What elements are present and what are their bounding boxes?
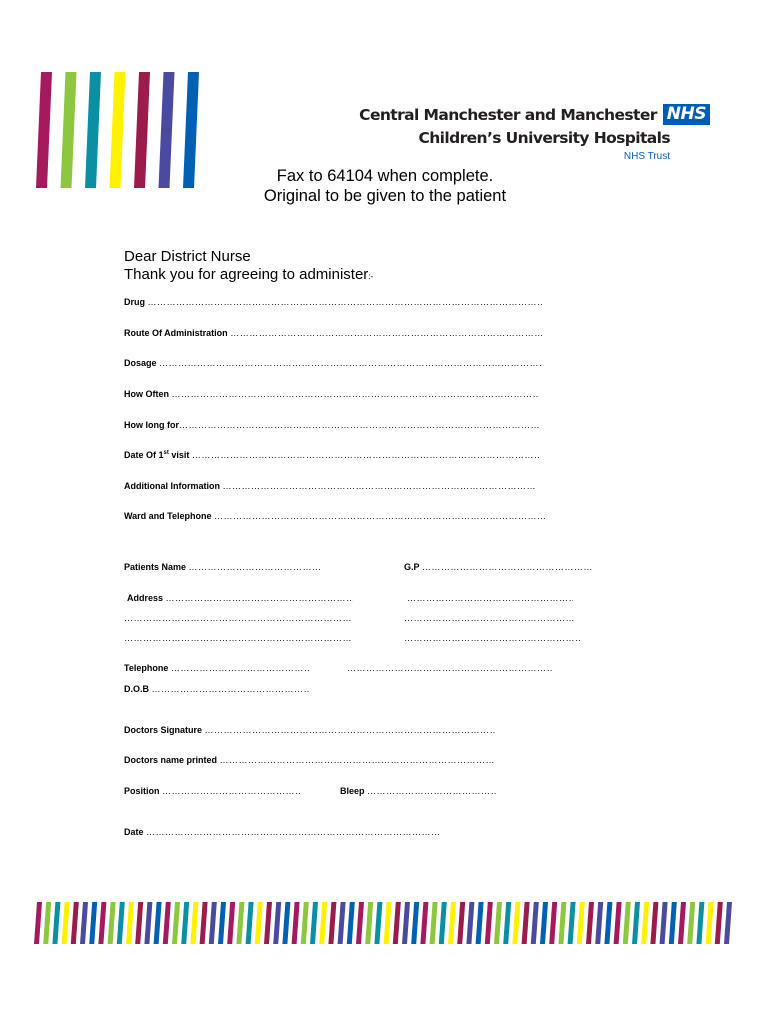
fax-instructions bbox=[0, 166, 770, 206]
footer-stripe bbox=[558, 902, 566, 944]
footer-stripe bbox=[724, 902, 732, 944]
footer-stripe bbox=[568, 902, 576, 944]
route-field[interactable] bbox=[124, 328, 542, 338]
footer-stripe bbox=[135, 902, 143, 944]
footer-stripe bbox=[595, 902, 603, 944]
patients-name-label: Patients Name bbox=[124, 562, 187, 572]
gp-telephone-line[interactable] bbox=[347, 663, 552, 673]
date-field[interactable] bbox=[124, 827, 440, 837]
dosage-field[interactable] bbox=[124, 358, 542, 368]
footer-stripe bbox=[144, 902, 152, 944]
footer-stripe bbox=[292, 902, 300, 944]
footer-stripe bbox=[374, 902, 382, 944]
how-long-field[interactable] bbox=[124, 420, 539, 430]
footer-stripe bbox=[522, 902, 530, 944]
bleep-label: Bleep bbox=[340, 786, 365, 796]
date-first-visit-label: Date Of 1st visit bbox=[124, 450, 190, 460]
footer-stripe bbox=[457, 902, 465, 944]
footer-stripe bbox=[255, 902, 263, 944]
nhs-trust-label: NHS Trust bbox=[623, 151, 670, 162]
footer-stripe bbox=[586, 902, 594, 944]
address-line-3[interactable] bbox=[124, 633, 353, 643]
footer-stripe bbox=[531, 902, 539, 944]
address-line-2[interactable] bbox=[124, 613, 353, 623]
footer-stripe bbox=[678, 902, 686, 944]
footer-stripe bbox=[402, 902, 410, 944]
footer-stripe bbox=[89, 902, 97, 944]
trust-logo bbox=[359, 104, 710, 162]
date-first-visit-field[interactable] bbox=[124, 450, 539, 460]
fax-line: Fax to 64104 when complete. bbox=[276, 167, 494, 185]
footer-stripe bbox=[365, 902, 373, 944]
footer-stripe bbox=[200, 902, 208, 944]
footer-stripe bbox=[62, 902, 70, 944]
footer-stripe bbox=[549, 902, 557, 944]
intro-text: Thank you for agreeing to administer:- bbox=[124, 266, 374, 283]
dob-field[interactable] bbox=[124, 684, 309, 694]
footer-stripe bbox=[439, 902, 447, 944]
footer-stripe bbox=[614, 902, 622, 944]
footer-stripe bbox=[181, 902, 189, 944]
footer-stripe bbox=[338, 902, 346, 944]
drug-label: Drug bbox=[124, 297, 145, 307]
dosage-label: Dosage bbox=[124, 358, 157, 368]
footer-stripe bbox=[650, 902, 658, 944]
footer-stripe bbox=[512, 902, 520, 944]
position-field[interactable] bbox=[124, 786, 302, 796]
footer-stripe bbox=[163, 902, 171, 944]
footer-stripe bbox=[117, 902, 125, 944]
footer-stripe bbox=[246, 902, 254, 944]
gp-address-line-2[interactable] bbox=[404, 613, 576, 623]
footer-stripe bbox=[71, 902, 79, 944]
footer-stripe bbox=[604, 902, 612, 944]
footer-stripe bbox=[706, 902, 714, 944]
footer-stripe bbox=[172, 902, 180, 944]
footer-stripes bbox=[34, 902, 734, 946]
footer-stripe bbox=[411, 902, 419, 944]
doctors-name-printed-field[interactable] bbox=[124, 755, 496, 765]
footer-stripe bbox=[43, 902, 51, 944]
address-field[interactable] bbox=[127, 593, 353, 603]
footer-stripe bbox=[696, 902, 704, 944]
footer-stripe bbox=[227, 902, 235, 944]
footer-stripe bbox=[503, 902, 511, 944]
how-often-label: How Often bbox=[124, 389, 169, 399]
how-often-field[interactable] bbox=[124, 389, 539, 399]
greeting bbox=[124, 248, 373, 286]
gp-address-line-3[interactable] bbox=[404, 633, 580, 643]
gp-address-line-1[interactable] bbox=[407, 593, 573, 603]
ward-telephone-label: Ward and Telephone bbox=[124, 511, 212, 521]
nhs-badge: NHS bbox=[663, 104, 710, 125]
footer-stripe bbox=[347, 902, 355, 944]
footer-stripe bbox=[540, 902, 548, 944]
doctors-signature-field[interactable] bbox=[124, 725, 496, 735]
route-label: Route Of Administration bbox=[124, 328, 228, 338]
footer-stripe bbox=[80, 902, 88, 944]
telephone-field[interactable] bbox=[124, 663, 310, 673]
footer-stripe bbox=[577, 902, 585, 944]
footer-stripe bbox=[420, 902, 428, 944]
footer-stripe bbox=[687, 902, 695, 944]
footer-stripe bbox=[34, 902, 42, 944]
footer-stripe bbox=[108, 902, 116, 944]
position-label: Position bbox=[124, 786, 160, 796]
footer-stripe bbox=[301, 902, 309, 944]
doctors-name-printed-label: Doctors name printed bbox=[124, 755, 218, 765]
original-line: Original to be given to the patient bbox=[263, 187, 507, 205]
ward-telephone-field[interactable] bbox=[124, 511, 547, 521]
drug-field[interactable] bbox=[124, 297, 542, 307]
dob-label: D.O.B bbox=[124, 684, 150, 694]
footer-stripe bbox=[154, 902, 162, 944]
additional-info-field[interactable] bbox=[124, 481, 536, 491]
footer-stripe bbox=[393, 902, 401, 944]
footer-stripe bbox=[494, 902, 502, 944]
footer-stripe bbox=[485, 902, 493, 944]
footer-stripe bbox=[632, 902, 640, 944]
footer-stripe bbox=[356, 902, 364, 944]
footer-stripe bbox=[623, 902, 631, 944]
footer-stripe bbox=[641, 902, 649, 944]
footer-stripe bbox=[264, 902, 272, 944]
address-label: Address bbox=[127, 593, 164, 603]
how-long-label: How long for bbox=[124, 420, 179, 430]
salutation: Dear District Nurse bbox=[124, 248, 251, 265]
footer-stripe bbox=[282, 902, 290, 944]
footer-stripe bbox=[236, 902, 244, 944]
footer-stripe bbox=[715, 902, 723, 944]
footer-stripe bbox=[384, 902, 392, 944]
footer-stripe bbox=[126, 902, 134, 944]
doctors-signature-label: Doctors Signature bbox=[124, 725, 203, 735]
footer-stripe bbox=[190, 902, 198, 944]
footer-stripe bbox=[218, 902, 226, 944]
footer-stripe bbox=[466, 902, 474, 944]
footer-stripe bbox=[209, 902, 217, 944]
footer-stripe bbox=[52, 902, 60, 944]
footer-stripe bbox=[273, 902, 281, 944]
footer-stripe bbox=[669, 902, 677, 944]
footer-stripe bbox=[328, 902, 336, 944]
gp-label: G.P bbox=[404, 562, 420, 572]
footer-stripe bbox=[448, 902, 456, 944]
trust-name-line1: Central Manchester and Manchester bbox=[359, 105, 657, 124]
telephone-label: Telephone bbox=[124, 663, 169, 673]
footer-stripe bbox=[310, 902, 318, 944]
footer-stripe bbox=[98, 902, 106, 944]
bleep-field[interactable] bbox=[340, 786, 497, 796]
trust-name-line2: Children’s University Hospitals bbox=[418, 129, 670, 147]
footer-stripe bbox=[319, 902, 327, 944]
date-label: Date bbox=[124, 827, 144, 837]
additional-info-label: Additional Information bbox=[124, 481, 220, 491]
footer-stripe bbox=[430, 902, 438, 944]
footer-stripe bbox=[476, 902, 484, 944]
gp-field[interactable] bbox=[404, 562, 592, 572]
footer-stripe bbox=[660, 902, 668, 944]
patients-name-field[interactable] bbox=[124, 562, 321, 572]
